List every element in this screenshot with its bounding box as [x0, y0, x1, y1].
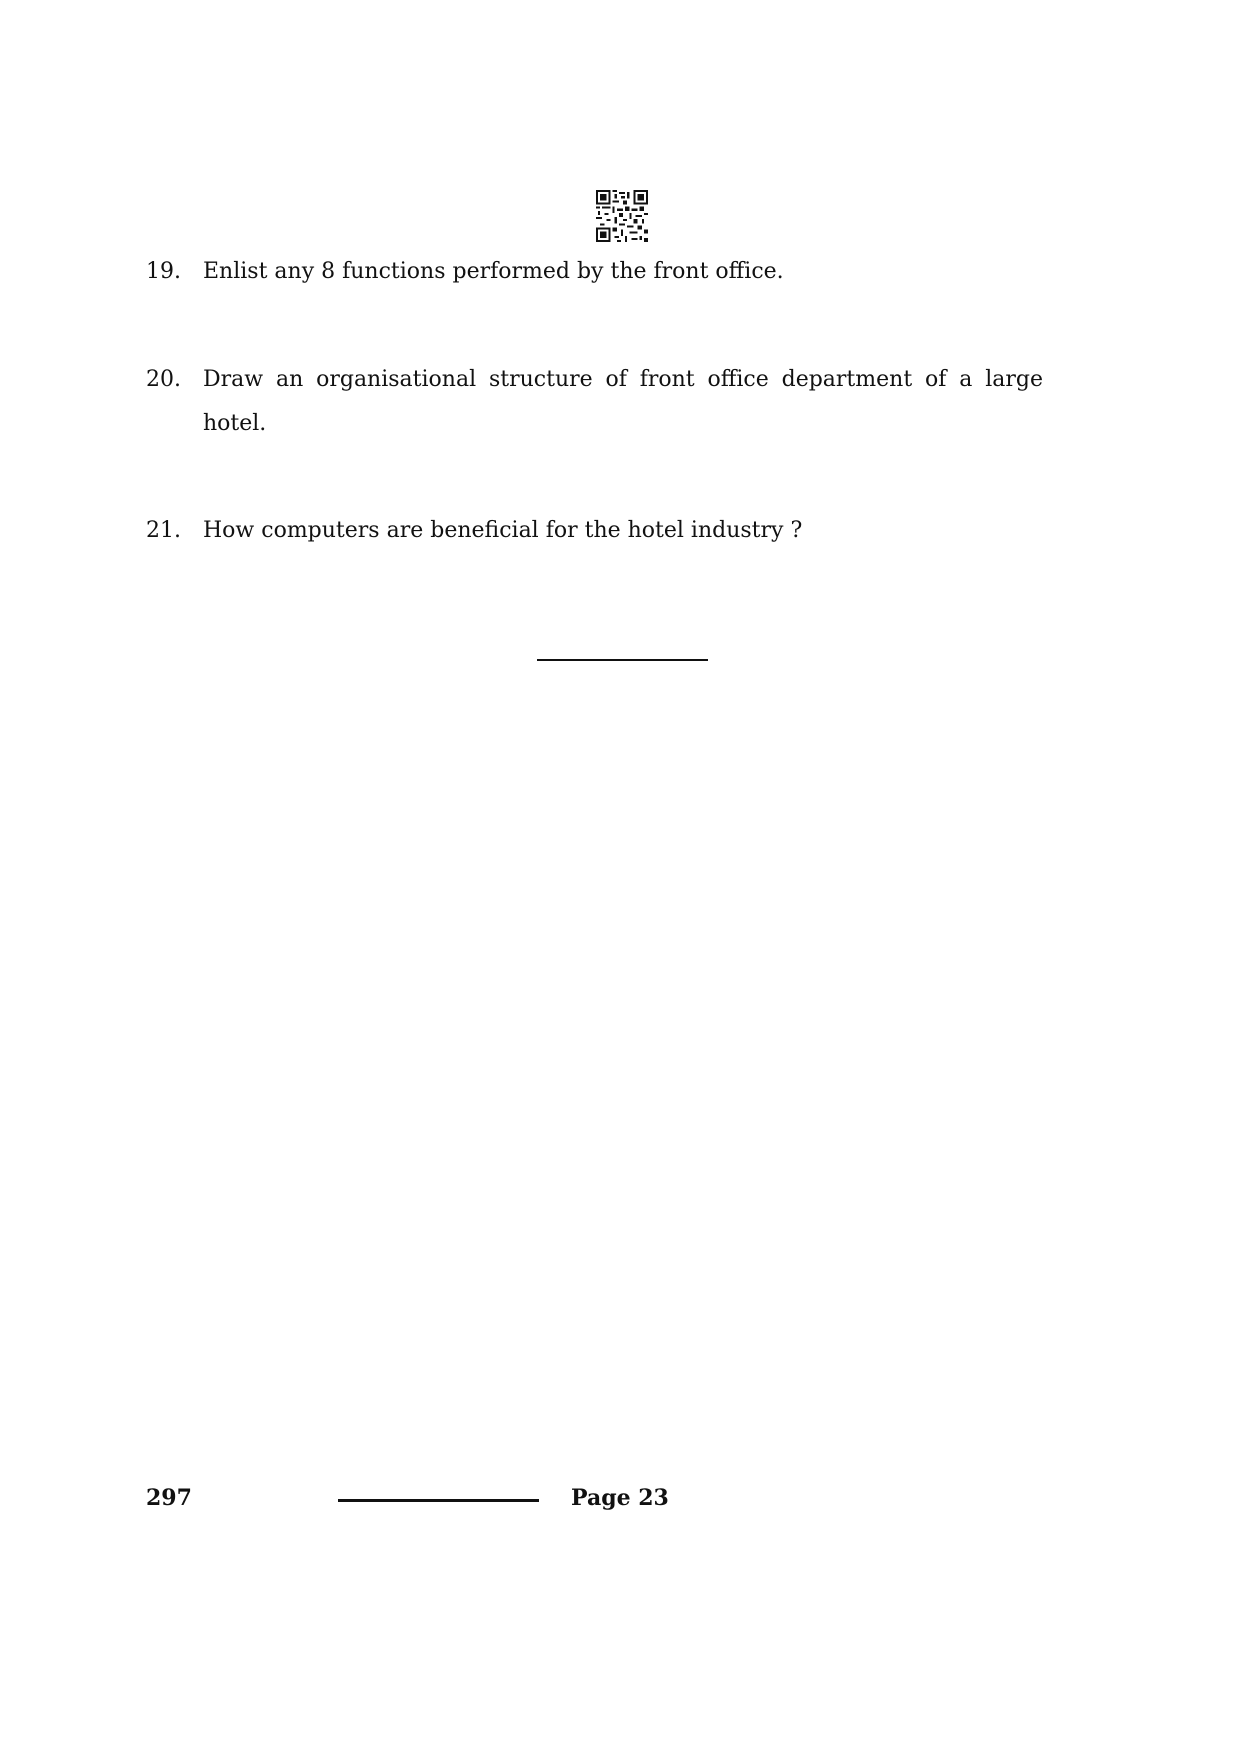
question-number: 19. — [146, 259, 181, 284]
end-of-questions-divider — [537, 659, 708, 661]
question-text: Draw an organisational structure of front office department of a large hotel. — [203, 367, 1043, 436]
question-text: Enlist any 8 functions performed by the front office. — [203, 259, 784, 284]
question-21 — [146, 509, 1046, 553]
question-19 — [146, 250, 1046, 294]
question-20 — [146, 358, 1046, 446]
footer-divider — [338, 1499, 539, 1502]
question-number: 21. — [146, 518, 181, 543]
qr-code — [596, 190, 648, 242]
paper-code: 297 — [146, 1485, 192, 1511]
question-number: 20. — [146, 367, 181, 392]
question-text: How computers are beneficial for the hotel industry ? — [203, 518, 803, 543]
page-number: Page 23 — [571, 1485, 669, 1511]
